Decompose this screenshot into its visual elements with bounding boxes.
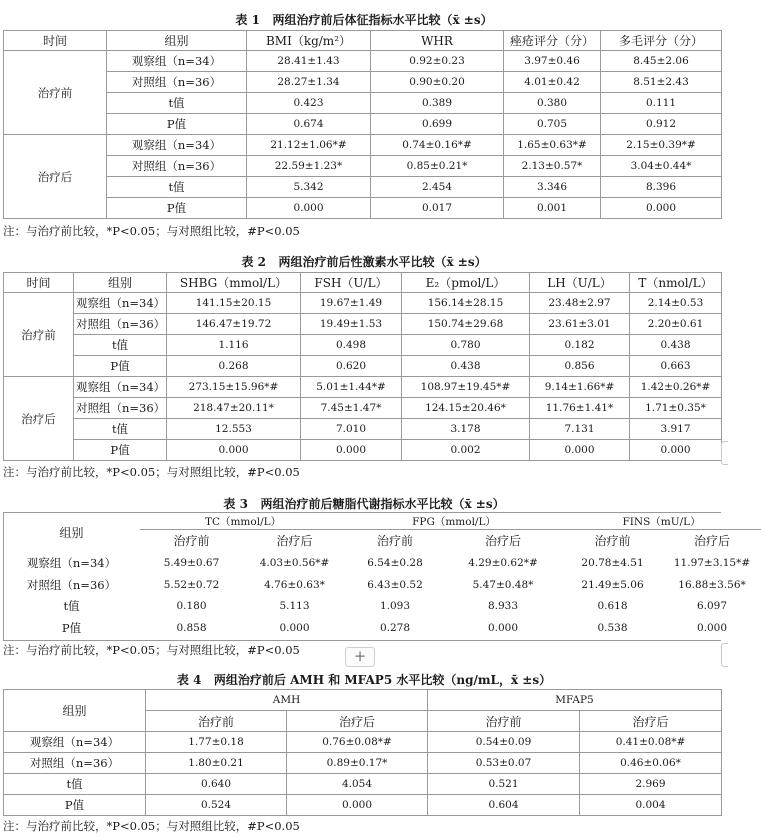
table2-group-cell: 对照组（n=36） xyxy=(74,314,167,335)
table1-header-cell: BMI（kg/m²） xyxy=(247,31,371,51)
table4-group-cell: P值 xyxy=(4,795,146,816)
table2-value-cell: 7.010 xyxy=(301,419,402,440)
table-row xyxy=(4,377,722,398)
table2-value-cell: 0.268 xyxy=(167,356,301,377)
table2-value-cell: 19.49±1.53 xyxy=(301,314,402,335)
table2-value-cell: 0.002 xyxy=(402,440,530,461)
table3-group-cell: t值 xyxy=(63,599,80,613)
table2-value-cell: 1.42±0.26*# xyxy=(630,377,722,398)
table3-value-cell: 0.858 xyxy=(176,622,207,634)
table2-value-cell: 0.000 xyxy=(301,440,402,461)
table-row xyxy=(4,177,722,198)
table1-value-cell: 0.423 xyxy=(247,93,371,114)
table4-group-cell: 观察组（n=34） xyxy=(4,732,146,753)
table4-subheader: 治疗前 xyxy=(428,711,580,732)
table4-value-cell: 0.004 xyxy=(580,795,722,816)
table2-value-cell: 12.553 xyxy=(167,419,301,440)
table1-group-cell: 观察组（n=34） xyxy=(107,51,247,72)
table3-value-cell: 5.47±0.48* xyxy=(472,578,534,591)
table2-value-cell: 0.182 xyxy=(530,335,630,356)
table2-value-cell: 1.71±0.35* xyxy=(630,398,722,419)
table2-value-cell: 3.178 xyxy=(402,419,530,440)
table3-value-cell: 6.097 xyxy=(696,600,728,612)
table2-group-cell: P值 xyxy=(74,440,167,461)
table1-value-cell: 3.04±0.44* xyxy=(601,156,722,177)
table2-value-cell: 108.97±19.45*# xyxy=(402,377,530,398)
table3-value-cell: 0.000 xyxy=(279,622,310,634)
table4 xyxy=(3,689,722,816)
table1-value-cell: 0.90±0.20 xyxy=(371,72,504,93)
table1-value-cell: 8.45±2.06 xyxy=(601,51,722,72)
table-row xyxy=(4,156,722,177)
table3-value-cell: 0.618 xyxy=(597,600,628,612)
table4-value-cell: 1.80±0.21 xyxy=(146,753,287,774)
table2-value-cell: 2.14±0.53 xyxy=(630,293,722,314)
table2-value-cell: 1.116 xyxy=(167,335,301,356)
table1-header-cell: 组别 xyxy=(107,31,247,51)
table2-period-cell: 治疗前 xyxy=(4,293,74,377)
add-block-button[interactable]: + xyxy=(345,647,375,667)
table4-value-cell: 0.89±0.17* xyxy=(287,753,428,774)
table3-group-cell: 观察组（n=34） xyxy=(26,556,117,570)
table3-value-cell: 5.52±0.72 xyxy=(163,578,220,591)
table1-period-cell: 治疗后 xyxy=(4,135,107,219)
table1-header-cell: 多毛评分（分） xyxy=(601,31,722,51)
table1-value-cell: 0.85±0.21* xyxy=(371,156,504,177)
table3-value-cell: 4.76±0.63* xyxy=(264,578,325,591)
table4-value-cell: 0.76±0.08*# xyxy=(287,732,428,753)
table1-group-cell: t值 xyxy=(107,93,247,114)
table3-value-cell: 1.093 xyxy=(379,600,411,612)
table1-note: 注：与治疗前比较，*P<0.05；与对照组比较，#P<0.05 xyxy=(3,224,300,238)
table1-value-cell: 0.92±0.23 xyxy=(371,51,504,72)
table3-value-cell: 0.538 xyxy=(597,622,628,634)
table3-metric-header: TC（mmol/L） xyxy=(140,512,346,529)
table3-subheader: 治疗前 xyxy=(377,534,414,549)
table3-group-header: 组别 xyxy=(59,525,84,540)
table1 xyxy=(3,30,722,219)
table2-group-cell: P值 xyxy=(74,356,167,377)
table1-group-cell: 对照组（n=36） xyxy=(107,156,247,177)
table2-value-cell: 7.131 xyxy=(530,419,630,440)
table3-value-cell: 6.54±0.28 xyxy=(367,557,423,569)
table4-value-cell: 0.640 xyxy=(146,774,287,795)
table2-value-cell: 9.14±1.66*# xyxy=(530,377,630,398)
table1-header-cell: WHR xyxy=(371,31,504,51)
table1-value-cell: 0.001 xyxy=(504,198,601,219)
table4-value-cell: 0.521 xyxy=(428,774,580,795)
table3-value-cell: 4.29±0.62*# xyxy=(468,557,538,569)
table3-subheader: 治疗后 xyxy=(276,534,313,549)
table4-subheader: 治疗前 xyxy=(146,711,287,732)
table-row xyxy=(4,356,722,377)
table-row xyxy=(4,135,722,156)
table1-group-cell: P值 xyxy=(107,114,247,135)
table2-value-cell: 156.14±28.15 xyxy=(402,293,530,314)
table2-value-cell: 2.20±0.61 xyxy=(630,314,722,335)
table-row xyxy=(4,419,722,440)
table3-note: 注：与治疗前比较，*P<0.05；与对照组比较，#P<0.05 xyxy=(3,643,300,657)
table3-value-cell: 4.03±0.56*# xyxy=(259,557,330,569)
table2-value-cell: 3.917 xyxy=(630,419,722,440)
table3-value-cell: 5.49±0.67 xyxy=(163,557,220,569)
table4-group-cell: 对照组（n=36） xyxy=(4,753,146,774)
table4-value-cell: 1.77±0.18 xyxy=(146,732,287,753)
table-row xyxy=(3,552,761,574)
table3-value-cell: 16.88±3.56* xyxy=(678,578,746,591)
table3-value-cell: 21.49±5.06 xyxy=(581,578,644,591)
table3-value-cell: 0.180 xyxy=(176,600,207,612)
table-row xyxy=(4,398,722,419)
table1-group-cell: 对照组（n=36） xyxy=(107,72,247,93)
table2 xyxy=(3,272,722,461)
table-row xyxy=(4,732,722,753)
table-row xyxy=(4,114,722,135)
table-row xyxy=(4,753,722,774)
table2-value-cell: 0.856 xyxy=(530,356,630,377)
table1-group-cell: t值 xyxy=(107,177,247,198)
table1-value-cell: 5.342 xyxy=(247,177,371,198)
table2-group-cell: 观察组（n=34） xyxy=(74,293,167,314)
table3-subheader: 治疗前 xyxy=(173,534,210,549)
table1-value-cell: 2.15±0.39*# xyxy=(601,135,722,156)
table2-value-cell: 141.15±20.15 xyxy=(167,293,301,314)
table4-group-cell: t值 xyxy=(4,774,146,795)
table2-group-cell: 对照组（n=36） xyxy=(74,398,167,419)
table2-group-cell: t值 xyxy=(74,335,167,356)
table3-value-cell: 0.000 xyxy=(696,622,728,634)
table2-header-cell: 时间 xyxy=(4,273,74,293)
table-row xyxy=(4,795,722,816)
table3-value-cell: 8.933 xyxy=(487,600,519,612)
table3-subheader: 治疗后 xyxy=(694,534,731,549)
table1-value-cell: 0.111 xyxy=(601,93,722,114)
table2-value-cell: 150.74±29.68 xyxy=(402,314,530,335)
table2-value-cell: 124.15±20.46* xyxy=(402,398,530,419)
table1-value-cell: 8.396 xyxy=(601,177,722,198)
table1-value-cell: 0.74±0.16*# xyxy=(371,135,504,156)
table-row xyxy=(4,198,722,219)
table2-value-cell: 11.76±1.41* xyxy=(530,398,630,419)
table4-subheader: 治疗后 xyxy=(580,711,722,732)
table2-value-cell: 218.47±20.11* xyxy=(167,398,301,419)
table1-value-cell: 22.59±1.23* xyxy=(247,156,371,177)
table1-value-cell: 3.97±0.46 xyxy=(504,51,601,72)
table3-value-cell: 0.278 xyxy=(379,622,411,634)
table1-value-cell: 0.000 xyxy=(601,198,722,219)
table1-value-cell: 0.699 xyxy=(371,114,504,135)
table1-value-cell: 0.017 xyxy=(371,198,504,219)
table3-caption: 表 3 两组治疗前后糖脂代谢指标水平比较（x̄ ±s） xyxy=(223,497,505,511)
table-row xyxy=(3,574,761,595)
table1-value-cell: 2.454 xyxy=(371,177,504,198)
table3-value-cell: 0.000 xyxy=(487,622,519,634)
table4-subheader: 治疗后 xyxy=(287,711,428,732)
table-row xyxy=(4,314,722,335)
table1-header-cell: 时间 xyxy=(4,31,107,51)
table1-period-cell: 治疗前 xyxy=(4,51,107,135)
table1-header-cell: 痤疮评分（分） xyxy=(504,31,601,51)
table-row xyxy=(4,293,722,314)
table2-header-cell: LH（U/L） xyxy=(530,273,630,293)
table2-value-cell: 0.620 xyxy=(301,356,402,377)
table2-value-cell: 0.000 xyxy=(630,440,722,461)
table4-value-cell: 0.524 xyxy=(146,795,287,816)
table2-group-cell: 观察组（n=34） xyxy=(74,377,167,398)
table2-caption: 表 2 两组治疗前后性激素水平比较（x̄ ±s） xyxy=(241,255,487,269)
table4-value-cell: 0.604 xyxy=(428,795,580,816)
table1-caption: 表 1 两组治疗前后体征指标水平比较（x̄ ±s） xyxy=(235,13,493,27)
table3-subheader: 治疗前 xyxy=(594,534,631,549)
table1-value-cell: 0.912 xyxy=(601,114,722,135)
table4-value-cell: 0.54±0.09 xyxy=(428,732,580,753)
table1-value-cell: 28.41±1.43 xyxy=(247,51,371,72)
table4-metric-header: AMH xyxy=(146,690,428,711)
table2-value-cell: 19.67±1.49 xyxy=(301,293,402,314)
table3 xyxy=(3,512,761,639)
table2-value-cell: 23.48±2.97 xyxy=(530,293,630,314)
table1-value-cell: 3.346 xyxy=(504,177,601,198)
table1-value-cell: 0.389 xyxy=(371,93,504,114)
table2-value-cell: 0.000 xyxy=(530,440,630,461)
table-row xyxy=(3,595,761,617)
table4-value-cell: 0.000 xyxy=(287,795,428,816)
table2-value-cell: 23.61±3.01 xyxy=(530,314,630,335)
table2-value-cell: 0.000 xyxy=(167,440,301,461)
table1-value-cell: 2.13±0.57* xyxy=(504,156,601,177)
table1-value-cell: 0.380 xyxy=(504,93,601,114)
table2-value-cell: 5.01±1.44*# xyxy=(301,377,402,398)
table3-group-cell: 对照组（n=36） xyxy=(26,577,117,592)
table4-value-cell: 0.46±0.06* xyxy=(580,753,722,774)
table2-header-cell: 组别 xyxy=(74,273,167,293)
table1-value-cell: 4.01±0.42 xyxy=(504,72,601,93)
table-row xyxy=(4,51,722,72)
table2-value-cell: 0.438 xyxy=(402,356,530,377)
table1-value-cell: 21.12±1.06*# xyxy=(247,135,371,156)
table2-header-cell: SHBG（mmol/L） xyxy=(167,273,301,293)
table4-group-header: 组别 xyxy=(4,690,146,732)
table2-value-cell: 0.663 xyxy=(630,356,722,377)
table2-note: 注：与治疗前比较，*P<0.05；与对照组比较，#P<0.05 xyxy=(3,465,300,479)
table4-value-cell: 0.41±0.08*# xyxy=(580,732,722,753)
row-resize-handle[interactable] xyxy=(721,643,728,667)
table2-group-cell: t值 xyxy=(74,419,167,440)
table1-value-cell: 0.705 xyxy=(504,114,601,135)
table4-value-cell: 2.969 xyxy=(580,774,722,795)
table3-metric-header: FPG（mmol/L） xyxy=(346,512,562,529)
row-resize-handle[interactable] xyxy=(721,441,728,465)
table1-value-cell: 0.000 xyxy=(247,198,371,219)
table3-value-cell: 5.113 xyxy=(279,600,310,612)
table2-value-cell: 0.780 xyxy=(402,335,530,356)
table2-value-cell: 0.498 xyxy=(301,335,402,356)
table3-value-cell: 11.97±3.15*# xyxy=(673,557,751,569)
table3-value-cell: 6.43±0.52 xyxy=(367,578,423,591)
table4-value-cell: 4.054 xyxy=(287,774,428,795)
table-row xyxy=(4,774,722,795)
table2-value-cell: 273.15±15.96*# xyxy=(167,377,301,398)
table1-group-cell: 观察组（n=34） xyxy=(107,135,247,156)
table1-value-cell: 1.65±0.63*# xyxy=(504,135,601,156)
table2-header-cell: E₂（pmol/L） xyxy=(402,273,530,293)
table-row xyxy=(4,72,722,93)
table3-metric-header: FINS（mU/L） xyxy=(562,512,761,529)
table2-value-cell: 0.438 xyxy=(630,335,722,356)
table2-value-cell: 7.45±1.47* xyxy=(301,398,402,419)
table3-subheader: 治疗后 xyxy=(485,534,522,549)
table4-value-cell: 0.53±0.07 xyxy=(428,753,580,774)
table1-value-cell: 8.51±2.43 xyxy=(601,72,722,93)
table1-group-cell: P值 xyxy=(107,198,247,219)
table-row xyxy=(4,93,722,114)
table2-header-cell: FSH（U/L） xyxy=(301,273,402,293)
table1-value-cell: 28.27±1.34 xyxy=(247,72,371,93)
table-row xyxy=(4,440,722,461)
table3-value-cell: 20.78±4.51 xyxy=(581,557,644,569)
table2-period-cell: 治疗后 xyxy=(4,377,74,461)
table4-caption: 表 4 两组治疗前后 AMH 和 MFAP5 水平比较（ng/mL，x̄ ±s） xyxy=(176,673,552,687)
table1-value-cell: 0.674 xyxy=(247,114,371,135)
table2-header-cell: T（nmol/L） xyxy=(630,273,722,293)
table-row xyxy=(3,617,761,639)
table2-value-cell: 146.47±19.72 xyxy=(167,314,301,335)
table-row xyxy=(4,335,722,356)
table3-group-cell: P值 xyxy=(61,621,82,635)
table4-note: 注：与治疗前比较，*P<0.05；与对照组比较，#P<0.05 xyxy=(3,819,300,833)
table4-metric-header: MFAP5 xyxy=(428,690,722,711)
